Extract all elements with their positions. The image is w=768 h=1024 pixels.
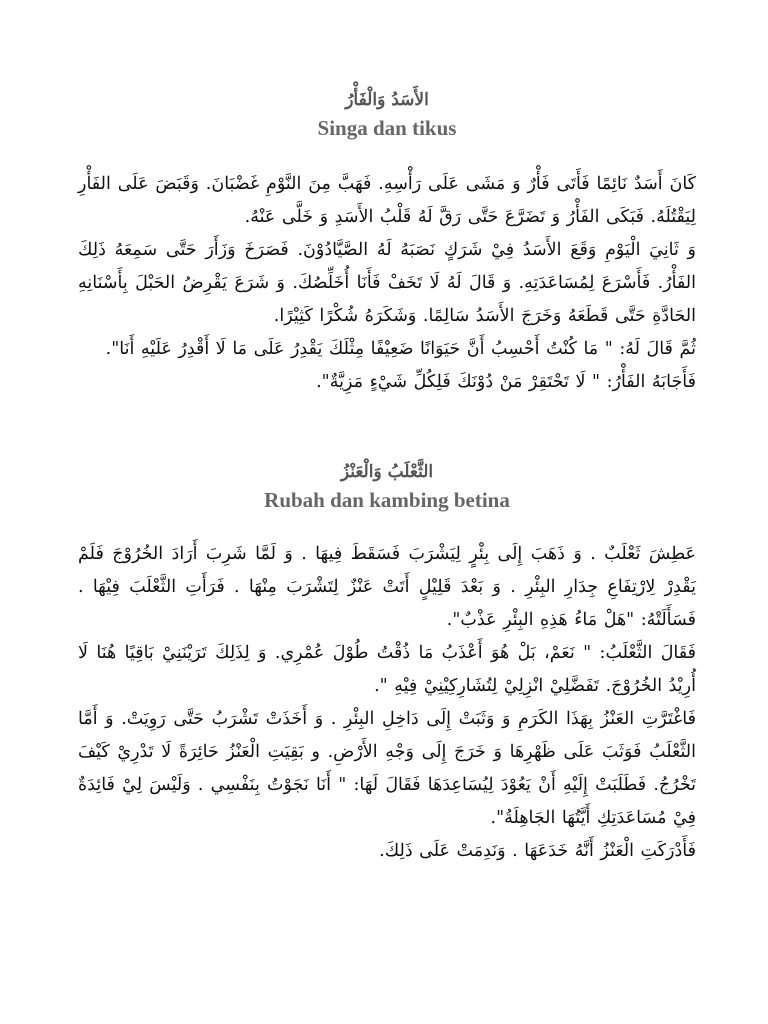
story-paragraph: كَانَ أَسَدٌ نَائِمًا فَأَتَى فَأْرٌ وَ مَشَى عَلَى رَأْسِهِ. فَهَبَّ مِنَ النَّوْمِ غَضْبَانَ. وَقَبَضَ عَلَى الفَأْرِ لِيَقْتُلَهُ. فَبَكَى الفَأْرُ وَ تَضَرَّعَ حَتَّى رَقَّ لَهُ قَلْبُ الأَسَدِ وَ خَلَّى عَنْهُ.: [78, 174, 696, 227]
story-paragraph: فَاغْتَرَّتِ العَنْزُ بِهَذَا الكَرَمِ وَ وَثَبَتْ إِلَى دَاخِلِ البِئْرِ . وَ أَخَذَتْ تَشْرَبُ حَتَّى رَوِيَتْ. وَ أَمَّا الثَّعْلَبُ فَوَثَبَ عَلَى ظَهْرِهَا وَ خَرَجَ إِلَى وَجْهِ الأَرْضِ. و بَقِيَتِ الْعَنْزُ حَائِرَةً لَا تَدْرِيْ كَيْفَ تَخْرُجُ. فَطَلَبَتْ إِلَيْهِ أَنْ يَعُوْدَ لِيُسَاعِدَهَا فَقَالَ لَهَا: " أَنَا نَجَوْتُ بِنَفْسِي . وَلَيْسَ لِيْ فَائِدَةٌ فِيْ مُسَاعَدَتِكِ أَيَّتُهَا الجَاهِلَةُ".: [78, 709, 696, 828]
story-paragraph: فَأَدْرَكَتِ الْعَنْزُ أَنَّهُ خَدَعَهَا . وَنَدِمَتْ عَلَى ذَلِكَ.: [379, 841, 696, 861]
story-title-arabic: الثَّعْلَبُ وَالْعَنْزُ: [340, 462, 434, 482]
story-title-indonesian: Singa dan tikus: [317, 116, 457, 140]
story-title-arabic: الأَسَدُ وَالْفَأْرُ: [345, 90, 429, 110]
story-body: [78, 538, 696, 868]
story-paragraph: ثُمَّ قَالَ لَهُ: " مَا كُنْتُ أَحْسِبُ أَنَّ حَيَوَانًا ضَعِيْفًا مِثْلَكَ يَقْدِرُ عَلَى مَا لَا أَقْدِرُ عَلَيْهِ أَنَا".: [105, 339, 696, 359]
story-paragraph: عَطِشَ ثَعْلَبٌ . وَ ذَهَبَ إِلَى بِئْرٍ لِيَشْرَبَ فَسَقَطَ فِيهَا . وَ لَمَّا شَرِبَ أَرَادَ الخُرُوْجَ فَلَمْ يَقْدِرْ لِارْتِفَاعِ جِدَارِ البِئْرِ . وَ بَعْدَ قَلِيْلٍ أَتَتْ عَنْزٌ لِتَشْرَبَ مِنْهَا . فَرَأَتِ الثَّعْلَبَ فِيْهَا . فَسَأَلَتْهُ: "هَلْ مَاءُ هَذِهِ البِئْرِ عَذْبٌ".: [78, 544, 696, 630]
story-fox-and-goat: [78, 460, 696, 868]
story-paragraph: فَقَالَ الثَّعْلَبُ: " نَعَمْ، بَلْ هُوَ أَعْذَبُ مَا ذُقْتُ طُوْلَ عُمْرِي. وَ لِذَلِكَ تَرَيْنَنِيْ بَاقِيًا هُنَا لَا أُرِيْدُ الخُرُوْجَ. تَفَضَّلِيْ انْزِلِيْ لِتُشَارِكِيْنِيْ فِيْهِ ".: [78, 643, 696, 696]
story-paragraph: وَ ثَانِيَ الْيَوْمِ وَقَعَ الأَسَدُ فِيْ شَرَكٍ نَصَبَهُ لَهُ الصَّيَّادُوْنَ. فَصَرَخَ وَزَأَرَ حَتَّى سَمِعَهُ ذَلِكَ الفَأْرُ. فَأَسْرَعَ لِمُسَاعَدَتِهِ. وَ قَالَ لَهُ لَا تَخَفْ فَأَنَا أُخَلِّصُكَ. وَ شَرَعَ يَقْرِضُ الحَبْلَ بِأَسْنَانِهِ الحَادَّةِ حَتَّى قَطَعَهُ وَخَرَجَ الأَسَدُ سَالِمًا. وَشَكَرَهُ شُكْرًا كَثِيْرًا.: [78, 240, 696, 326]
story-paragraph: فَأَجَابَهُ الفَأْرُ: " لَا تَحْتَقِرْ مَنْ دُوْنَكَ فَلِكُلِّ شَيْءٍ مَزِيَّةٌ".: [316, 372, 696, 392]
story-body: [78, 168, 696, 399]
story-lion-and-mouse: [78, 88, 696, 399]
story-title-indonesian: Rubah dan kambing betina: [264, 488, 510, 512]
